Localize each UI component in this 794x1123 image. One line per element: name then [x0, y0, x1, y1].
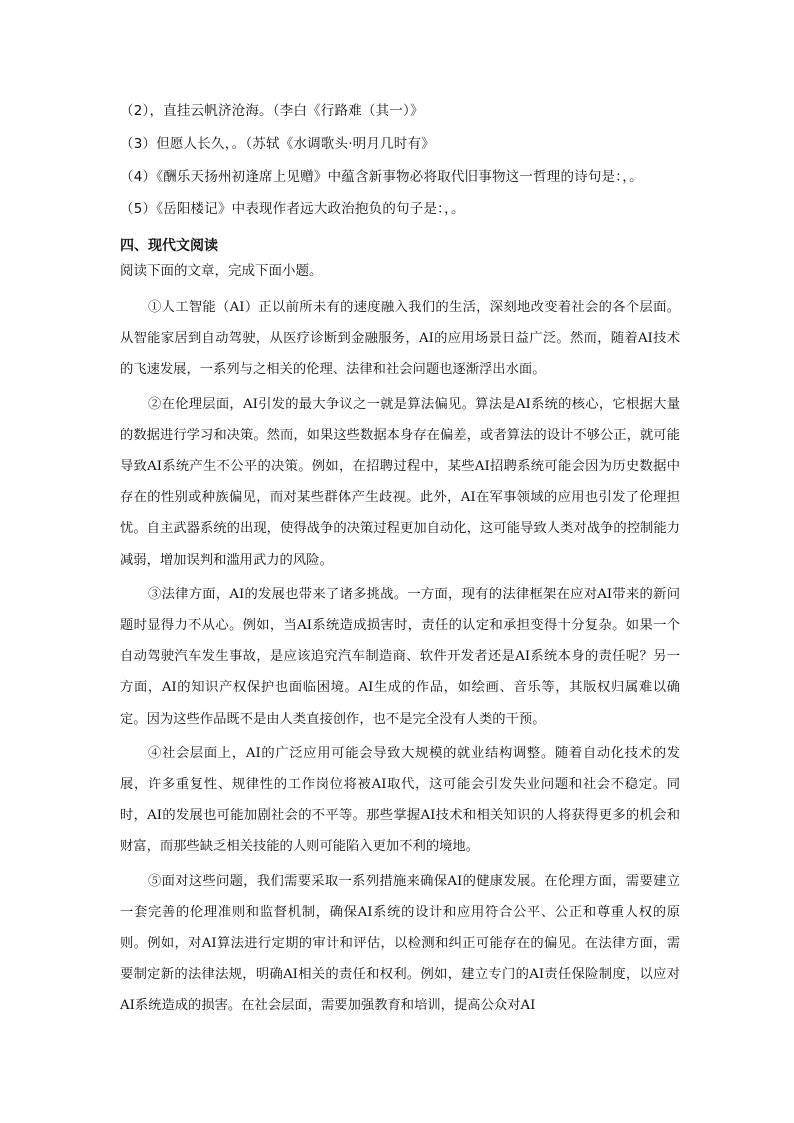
article-paragraph-3: ③法律方面，AI的发展也带来了诸多挑战。一方面，现有的法律框架在应对AI带来的新问题时显得力不从心。例如，当AI系统造成损害时，责任的认定和承担变得十分复杂。如果一个自动驾驶汽车发生事故，是应该追究汽车制造商、软件开发者还是AI系统本身的责任呢？另一方面，AI的知识产权保护也面临困境。AI生成的作品，如绘画、音乐等，其版权归属难以确定。因为这些作品既不是由人类直接创作，也不是完全没有人类的干预。	[120, 586, 680, 727]
section-instruction: 阅读下面的文章，完成下面小题。	[120, 263, 323, 279]
article-paragraph-5: ⑤面对这些问题，我们需要采取一系列措施来确保AI的健康发展。在伦理方面，需要建立一套完善的伦理准则和监督机制，确保AI系统的设计和应用符合公平、公正和尊重人权的原则。例如，对AI算法进行定期的审计和评估，以检测和纠正可能存在的偏见。在法律方面，需要制定新的法律法规，明确AI相关的责任和权利。例如，建立专门的AI责任保险制度，以应对AI系统造成的损害。在社会层面，需要加强教育和培训，提高公众对AI	[120, 873, 680, 1014]
fill-in-item-4: （4）《酬乐天扬州初逢席上见赠》中蕴含新事物必将取代旧事物这一哲理的诗句是：，。	[120, 169, 643, 185]
fill-in-item-5: （5）《岳阳楼记》中表现作者远大政治抱负的句子是：，。	[120, 201, 465, 217]
fill-in-item-2: （2），直挂云帆济沧海。（李白《行路难（其一）》	[120, 103, 424, 119]
article-paragraph-1: ①人工智能（AI）正以前所未有的速度融入我们的生活，深刻地改变着社会的各个层面。从智能家居到自动驾驶，从医疗诊断到金融服务，AI的应用场景日益广泛。然而，随着AI技术的飞速发展，一系列与之相关的伦理、法律和社会问题也逐渐浮出水面。	[120, 300, 680, 378]
article-paragraph-4: ④社会层面上，AI的广泛应用可能会导致大规模的就业结构调整。随着自动化技术的发展，许多重复性、规律性的工作岗位将被AI取代，这可能会引发失业问题和社会不稳定。同时，AI的发展也可能加剧社会的不平等。那些掌握AI技术和相关知识的人将获得更多的机会和财富，而那些缺乏相关技能的人则可能陷入更加不利的境地。	[120, 745, 680, 855]
article-paragraph-2: ②在伦理层面，AI引发的最大争议之一就是算法偏见。算法是AI系统的核心，它根据大量的数据进行学习和决策。然而，如果这些数据本身存在偏差，或者算法的设计不够公正，就可能导致AI系统产生不公平的决策。例如，在招聘过程中，某些AI招聘系统可能会因为历史数据中存在的性别或种族偏见，而对某些群体产生歧视。此外，AI在军事领域的应用也引发了伦理担忧。自主武器系统的出现，使得战争的决策过程更加自动化，这可能导致人类对战争的控制能力减弱，增加误判和滥用武力的风险。	[120, 396, 680, 568]
reading-article	[120, 292, 680, 1025]
section-title: 四、现代文阅读	[120, 238, 218, 254]
fill-in-item-3: （3）但愿人长久，。（苏轼《水调歌头·明月几时有》	[120, 136, 435, 152]
